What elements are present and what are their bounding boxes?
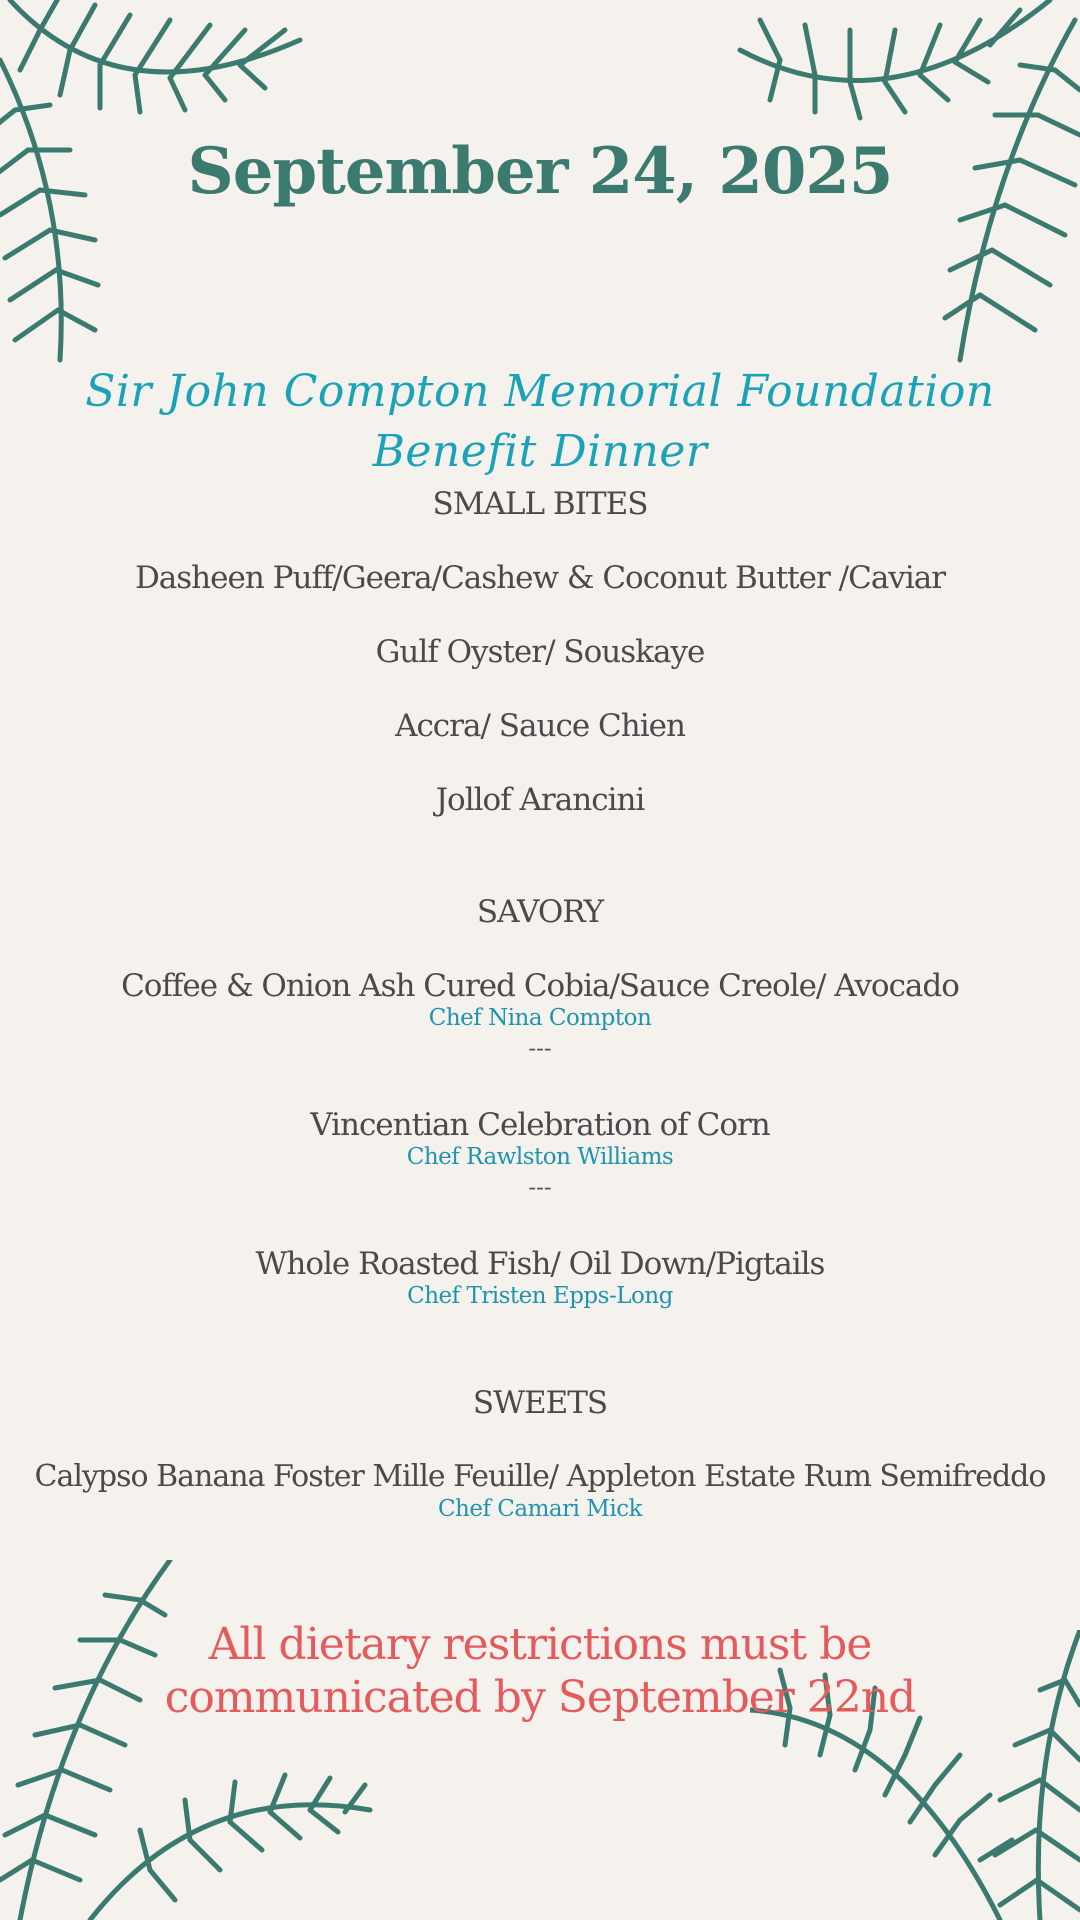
chef-name: Chef Rawlston Williams bbox=[406, 1144, 674, 1170]
chef-name: Chef Nina Compton bbox=[428, 1005, 652, 1031]
menu-item: Coffee & Onion Ash Cured Cobia/Sauce Creole/ Avocado bbox=[121, 968, 959, 1004]
chef-name: Chef Tristen Epps-Long bbox=[407, 1283, 673, 1309]
dietary-notice bbox=[0, 1618, 1080, 1724]
section-title-savory: SAVORY bbox=[476, 894, 604, 930]
separator: --- bbox=[528, 1036, 552, 1062]
chef-name: Chef Camari Mick bbox=[437, 1496, 643, 1522]
menu-item: Vincentian Celebration of Corn bbox=[310, 1107, 770, 1143]
dietary-notice-line-2: communicated by September 22nd bbox=[164, 1672, 916, 1723]
section-title-sweets: SWEETS bbox=[472, 1385, 608, 1421]
dietary-notice-line-1: All dietary restrictions must be bbox=[208, 1619, 872, 1670]
event-date: September 24, 2025 bbox=[187, 134, 893, 209]
menu-item: Whole Roasted Fish/ Oil Down/Pigtails bbox=[255, 1246, 825, 1282]
palm-leaf-bottom-left-icon bbox=[0, 1560, 380, 1920]
event-title: Sir John Compton Memorial Foundation Benefit Dinner bbox=[85, 366, 995, 477]
separator: --- bbox=[528, 1175, 552, 1201]
menu-item: Gulf Oyster/ Souskaye bbox=[375, 634, 705, 670]
menu-item: Dasheen Puff/Geera/Cashew & Coconut Butter /Caviar bbox=[134, 560, 946, 596]
menu-item: Jollof Arancini bbox=[435, 782, 645, 818]
section-title-small-bites: SMALL BITES bbox=[432, 486, 648, 522]
menu-item: Calypso Banana Foster Mille Feuille/ Appleton Estate Rum Semifreddo bbox=[34, 1459, 1046, 1494]
menu-item: Accra/ Sauce Chien bbox=[395, 708, 685, 744]
